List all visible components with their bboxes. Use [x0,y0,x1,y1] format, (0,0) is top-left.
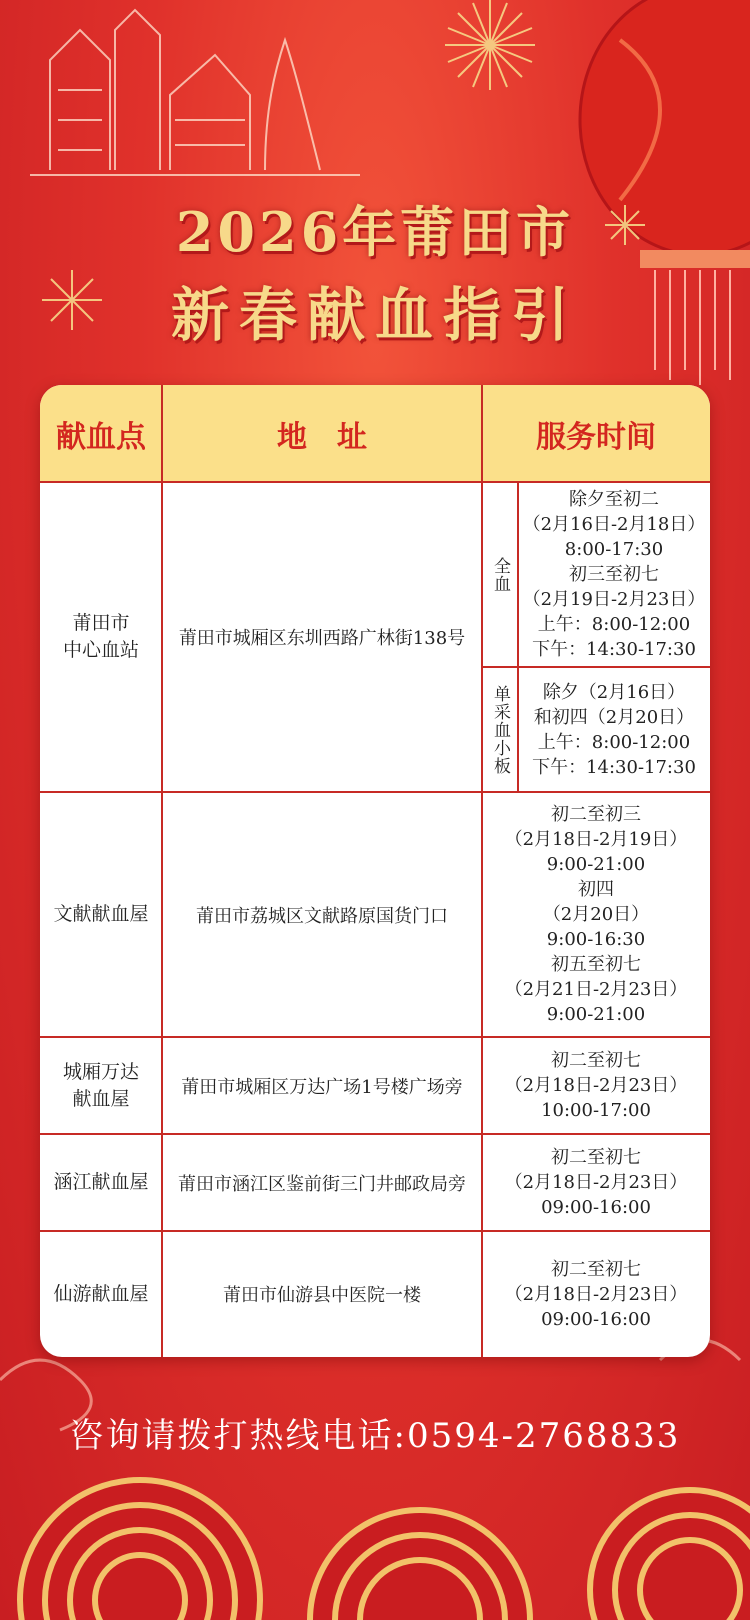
site-wanda: 城厢万达 献血屋 [62,1060,139,1110]
table-divider [40,1036,710,1038]
address-hanjiang: 莆田市涵江区鉴前街三门井邮政局旁 [178,1173,466,1195]
time-xianyou: 初二至初七 （2月18日-2月23日） 09:00-16:00 [504,1258,688,1330]
time-wenxian: 初二至初三 （2月18日-2月19日） 9:00-21:00 初四 （2月20日） 9:00-16:30 初五至初七 （2月21日-2月23日） 9:00-21:00 [504,804,688,1025]
table-divider [517,482,519,792]
table-divider [40,481,710,483]
address-wanda: 莆田市城厢区万达广场1号楼广场旁 [181,1076,463,1098]
type-platelet: 单采血小板 [490,684,510,775]
hotline-text: 咨询请拨打热线电话:0594-2768833 [69,1416,681,1456]
address-wenxian: 莆田市荔城区文献路原国货门口 [196,905,448,927]
site-wenxian: 文献献血屋 [53,903,149,925]
header-service-time: 服务时间 [482,385,710,482]
title-line-2: 新春献血指引 [170,281,579,349]
header-address: 地 址 [162,385,482,482]
type-whole-blood: 全血 [490,556,510,593]
blood-donation-table [40,385,710,1357]
table-divider [40,1133,710,1135]
time-hanjiang: 初二至初七 （2月18日-2月23日） 09:00-16:00 [504,1147,688,1218]
header-site: 献血点 [40,385,162,482]
table-divider [40,791,710,793]
address-xianyou: 莆田市仙游县中医院一楼 [223,1285,421,1306]
table-divider [482,666,710,668]
time-wanda: 初二至初七 （2月18日-2月23日） 10:00-17:00 [504,1050,688,1121]
table-divider [161,385,163,1357]
site-hanjiang: 涵江献血屋 [53,1171,149,1193]
time-whole-blood: 除夕至初二 （2月16日-2月18日） 8:00-17:30 初三至初七 （2月19日-2月23日） 上午：8:00-12:00 下午：14:30-17:30 [522,489,706,660]
table-divider [481,385,483,1357]
address-central-blood-station: 莆田市城厢区东圳西路广林街138号 [178,628,466,649]
title-line-1: 2026年莆田市 [175,200,575,264]
table-divider [40,1230,710,1232]
site-xianyou: 仙游献血屋 [53,1282,149,1305]
city-skyline-icon [30,10,360,175]
cloud-pattern-icon [20,1480,750,1620]
site-central-blood-station: 莆田市 中心血站 [62,612,139,661]
time-platelet: 除夕（2月16日） 和初四（2月20日） 上午：8:00-12:00 下午：14:30-17:30 [532,681,696,778]
